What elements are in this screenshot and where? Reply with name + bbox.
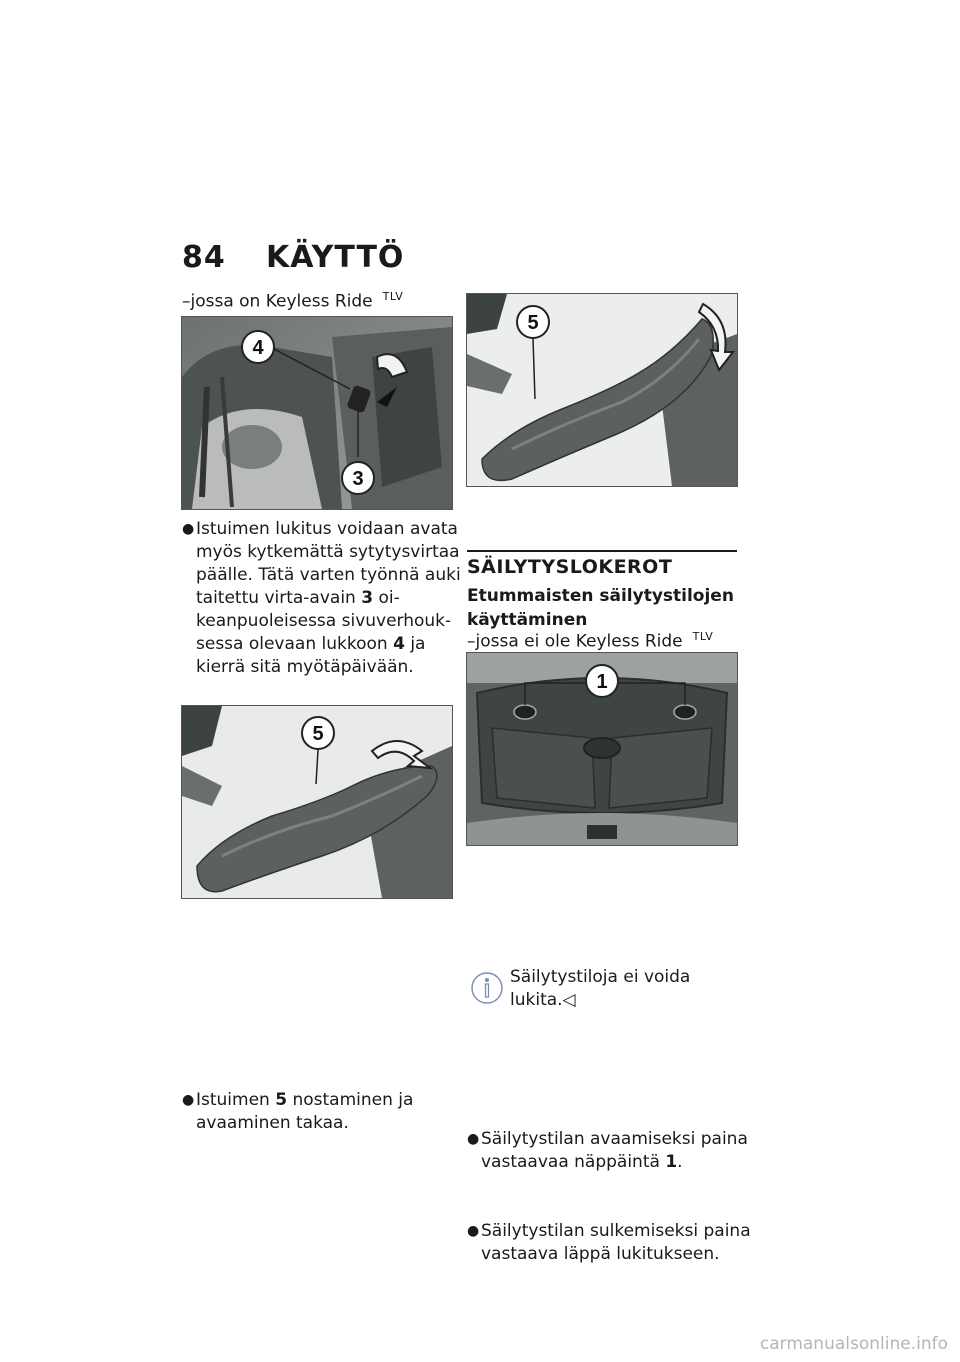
figure1-label-3: 3 (352, 468, 364, 490)
page-title: KÄYTTÖ (266, 240, 405, 275)
subsection-title: Etummaisten säilytystilojen käyttäminen (467, 586, 734, 630)
figure-key-lock (181, 316, 453, 510)
figure-storage-buttons (466, 652, 738, 846)
tlv-tag: TLV (382, 290, 404, 303)
page-number: 84 (182, 240, 226, 275)
figure4-label-1: 1 (596, 671, 608, 693)
section-title: SÄILYTYSLOKEROT (467, 556, 673, 578)
watermark: carmanualsonline.info (759, 1334, 948, 1354)
figure2-label-5: 5 (312, 723, 324, 745)
bullet-dot-icon: ● (182, 521, 195, 537)
bullet-storage-open: ● Säilytystilan avaamiseksi paina vastaavaa näppäintä 1. (467, 1129, 748, 1172)
page-header (182, 240, 404, 275)
figure3-label-5: 5 (527, 312, 539, 334)
section-divider (467, 550, 737, 552)
bullet-dot-icon: ● (467, 1223, 480, 1239)
bullet-dot-icon: ● (182, 1092, 195, 1108)
bullet-dot-icon: ● (467, 1131, 480, 1147)
figure-seat-open (181, 705, 453, 899)
info-icon (470, 970, 504, 1006)
tlv-tag: TLV (692, 630, 714, 643)
bullet-storage-close: ● Säilytystilan sulkemiseksi paina vastaava läppä lukitukseen. (467, 1221, 751, 1264)
caption-no-keyless: –jossa ei ole Keyless Ride $^{TLV}$ (467, 630, 714, 652)
figure1-label-4: 4 (252, 337, 264, 359)
bullet-seat-lift: ● Istuimen 5 nostaminen ja avaaminen takaa. (182, 1090, 414, 1133)
bullet-unlock-without-ignition: ● Istuimen lukitus voidaan avata myös kytkemättä sytytysvirtaa päälle. Tätä varten työnnä auki taitettu virta-avain 3 oikeanpuoleisessa sivuverhouksessa olevaan lukkoon 4 ja kierrä sitä myötäpäivään. (182, 519, 461, 677)
note-text: Säilytystiloja ei voida lukita.◁ (510, 967, 691, 1010)
figure-seat-close (466, 293, 738, 487)
caption-keyless: –jossa on Keyless Ride $^{TLV}$ (182, 290, 404, 312)
